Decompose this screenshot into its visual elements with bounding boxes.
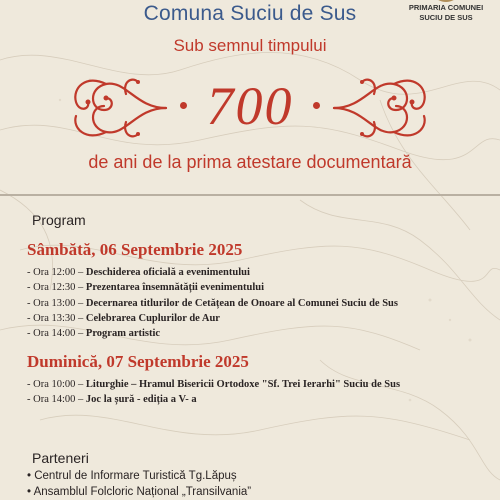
crest-label xyxy=(396,3,496,23)
item-time: - Ora 12:00 – xyxy=(27,267,86,278)
list-item xyxy=(27,296,398,311)
item-text: Celebrarea Cuplurilor de Aur xyxy=(85,312,220,324)
list-item xyxy=(27,392,400,407)
day-2-schedule xyxy=(27,377,400,408)
item-time: - Ora 14:00 – xyxy=(27,328,86,340)
list-item: • Ansamblul Folcloric Național „Transilvania” xyxy=(27,486,252,498)
anniversary-number: 700 xyxy=(206,76,294,136)
item-text: Program artistic xyxy=(85,328,161,340)
list-item: • Centrul de Informare Turistică Tg.Lăpuș xyxy=(27,470,237,482)
item-text: Decernarea titlurilor de Cetățean de Onoare al Comunei Suciu de Sus xyxy=(85,297,398,309)
anniversary-text: de ani de la prima atestare documentară xyxy=(88,152,412,172)
day-1-schedule xyxy=(27,265,398,341)
list-item xyxy=(27,377,400,392)
item-text: Joc la șură - ediția a V- a xyxy=(85,394,197,406)
program-heading: Program xyxy=(32,212,86,228)
list-item xyxy=(27,311,398,326)
item-time: - Ora 10:00 – xyxy=(27,379,86,390)
item-time: - Ora 12:30 – xyxy=(27,282,86,294)
item-text: Deschiderea oficială a evenimentului xyxy=(85,267,250,278)
left-ornament-icon xyxy=(66,70,170,146)
item-text: Liturghie – Hramul Bisericii Ortodoxe "Sf. Trei Ierarhi" Suciu de Sus xyxy=(85,379,401,390)
day-2-heading: Duminică, 07 Septembrie 2025 xyxy=(27,352,249,371)
list-item xyxy=(27,280,398,295)
item-text: Prezentarea însemnătății evenimentului xyxy=(85,282,264,294)
partners-heading: Parteneri xyxy=(32,450,89,466)
section-divider xyxy=(0,194,500,196)
list-item xyxy=(27,326,398,341)
item-time: - Ora 14:00 – xyxy=(27,394,86,406)
right-ornament-icon xyxy=(330,70,434,146)
item-time: - Ora 13:30 – xyxy=(27,312,86,324)
day-1-heading: Sâmbătă, 06 Septembrie 2025 xyxy=(27,240,243,259)
crest-label-line-1: PRIMARIA COMUNEI xyxy=(408,3,484,12)
right-dot-icon xyxy=(313,102,320,109)
subtitle: Sub semnul timpului xyxy=(173,36,327,55)
crest-label-line-2: SUCIU DE SUS xyxy=(419,13,473,22)
item-time: - Ora 13:00 – xyxy=(27,297,86,309)
list-item xyxy=(27,265,398,280)
commune-title: Comuna Suciu de Sus xyxy=(143,2,357,25)
partners-list xyxy=(27,468,251,500)
